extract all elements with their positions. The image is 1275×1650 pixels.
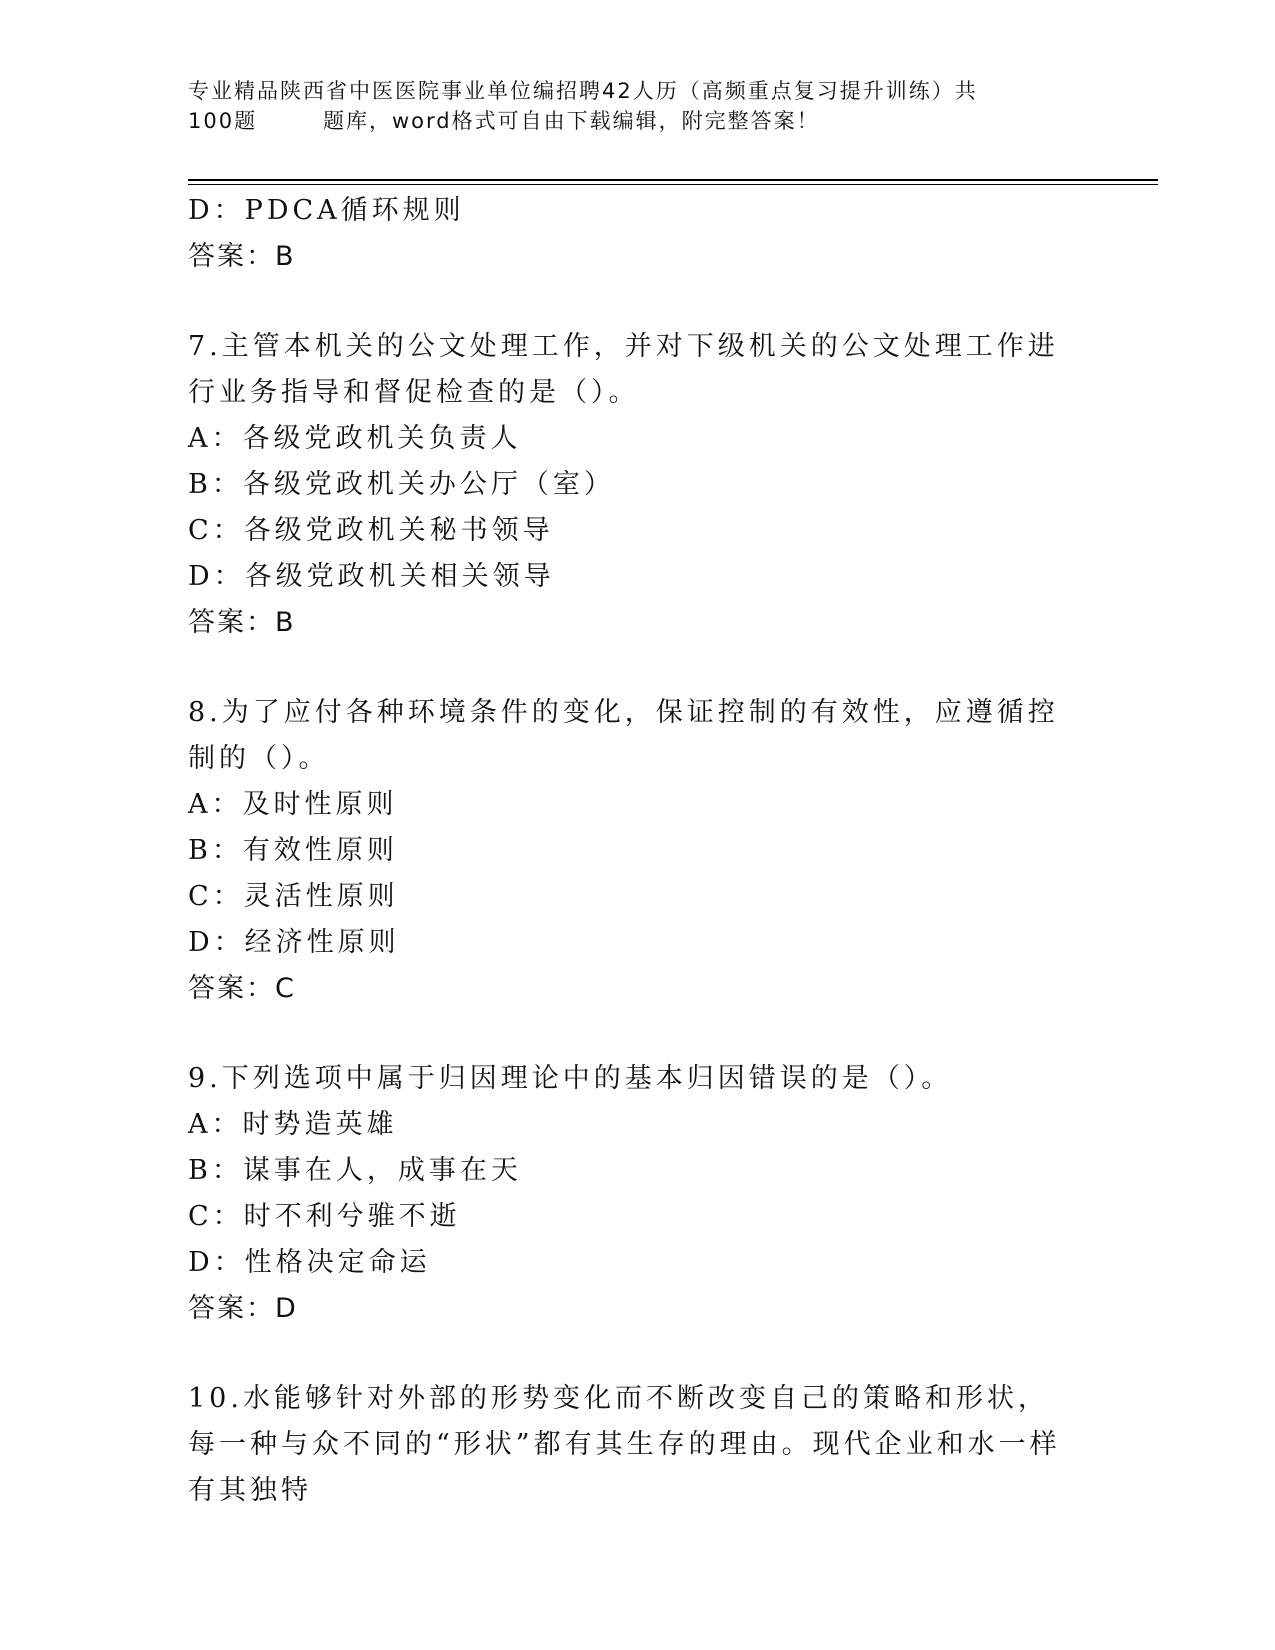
answer-line: 答案：B: [188, 607, 296, 638]
option-a: A：及时性原则: [188, 789, 398, 820]
question-block-9: [188, 1056, 1088, 1332]
header-question-count: 100题: [188, 109, 258, 133]
option-c: C：灵活性原则: [188, 881, 399, 912]
question-block-10: [188, 1376, 1088, 1514]
header-divider-thick: [188, 179, 1158, 181]
option-b: B：谋事在人，成事在天: [188, 1155, 522, 1186]
question-stem: 7.主管本机关的公文处理工作，并对下级机关的公文处理工作进行业务指导和督促检查的是（）。: [188, 331, 1059, 408]
answer-line: 答案：D: [188, 1293, 298, 1324]
question-stem: 10.水能够针对外部的形势变化而不断改变自己的策略和形状，每一种与众不同的“形状”都有其生存的理由。现代企业和水一样有其独特: [188, 1383, 1061, 1506]
option-b: B：有效性原则: [188, 835, 398, 866]
question-content: [188, 188, 1088, 1514]
header-divider-thin: [188, 184, 1158, 185]
option-d: D：PDCA循环规则: [188, 195, 465, 226]
question-stem: 8.为了应付各种环境条件的变化，保证控制的有效性，应遵循控制的（）。: [188, 697, 1059, 774]
answer-line: 答案：B: [188, 241, 296, 272]
question-block-8: [188, 690, 1088, 1012]
option-d: D：各级党政机关相关领导: [188, 561, 555, 592]
header-title-line1: 专业精品陕西省中医医院事业单位编招聘42人历（高频重点复习提升训练）共: [188, 79, 978, 103]
question-stem: 9.下列选项中属于归因理论中的基本归因错误的是（）。: [188, 1063, 953, 1094]
option-a: A：各级党政机关负责人: [188, 423, 522, 454]
header-description: 题库，word格式可自由下载编辑，附完整答案！: [323, 109, 820, 133]
option-d: D：性格决定命运: [188, 1247, 431, 1278]
option-b: B：各级党政机关办公厅（室）: [188, 469, 615, 500]
question-block-7: [188, 324, 1088, 646]
option-c: C：各级党政机关秘书领导: [188, 515, 554, 546]
option-d: D：经济性原则: [188, 927, 400, 958]
question-block-6-tail: [188, 188, 1088, 280]
answer-line: 答案：C: [188, 973, 296, 1004]
option-c: C：时不利兮骓不逝: [188, 1201, 461, 1232]
header-title-line2: [188, 106, 1088, 136]
page-header: [188, 76, 1088, 136]
option-a: A：时势造英雄: [188, 1109, 398, 1140]
